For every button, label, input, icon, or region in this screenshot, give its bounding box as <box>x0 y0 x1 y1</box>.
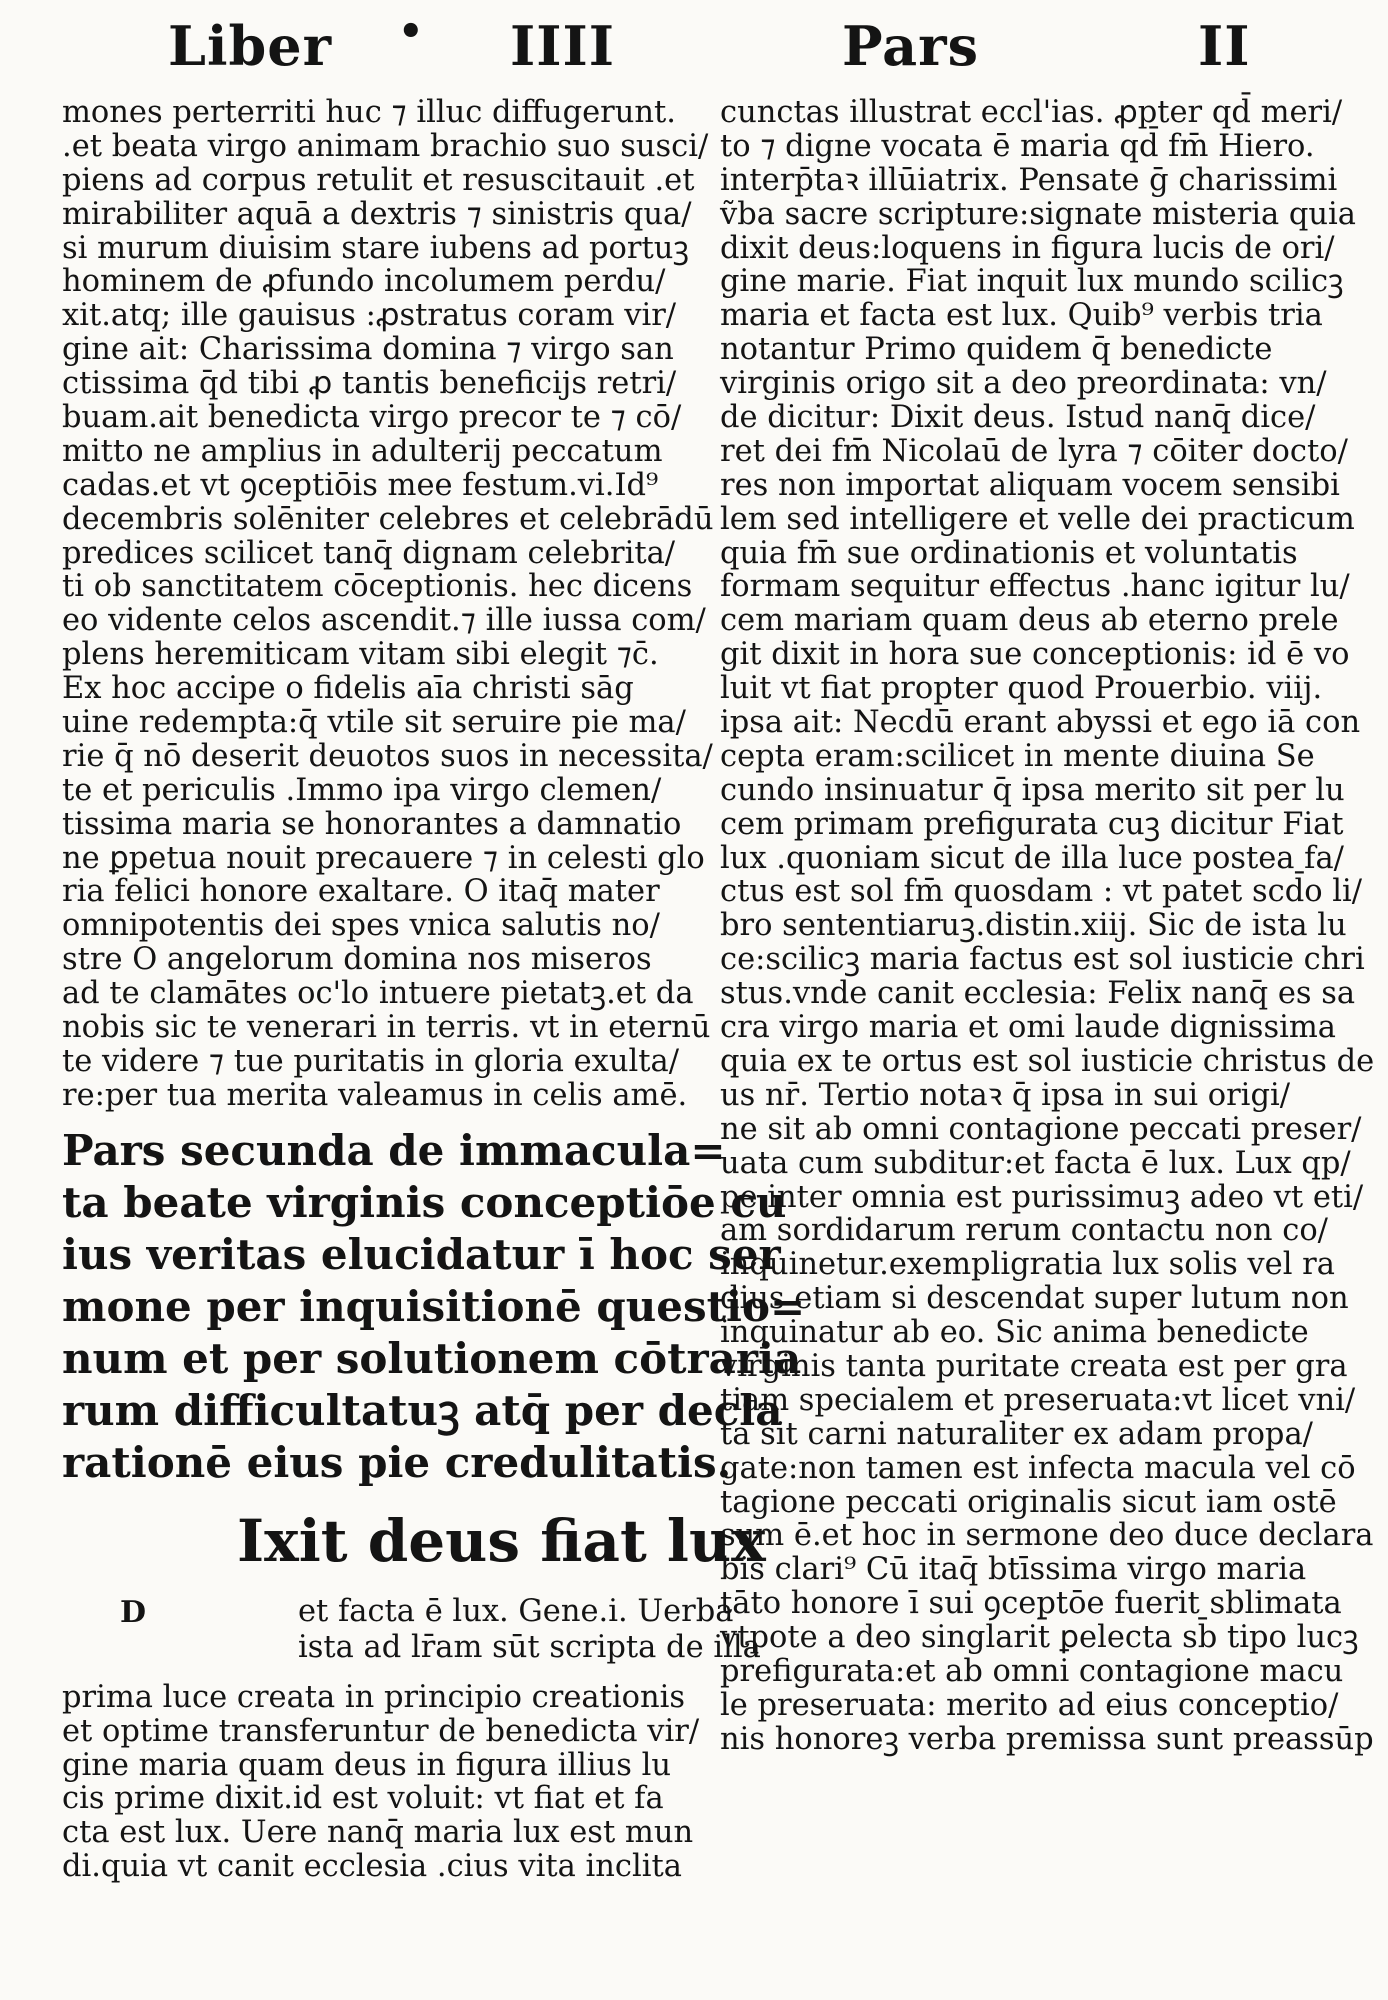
text-line: nobis sic te venerari in terris. vt in eternū <box>62 1010 711 1046</box>
text-line: lem sed intelligere et velle dei practicum <box>720 501 1355 537</box>
text-line: ta beate virginis conceptiōe cu <box>62 1177 787 1227</box>
text-line: mirabiliter aquā a dextris ⁊ sinistris qua/ <box>62 196 692 232</box>
incipit-title: Ixit deus fiat lux <box>237 1506 766 1575</box>
text-line: le preseruata: merito ad eius conceptio/ <box>720 1687 1339 1723</box>
text-line: quia fm̄ sue ordinationis et voluntatis <box>720 535 1298 571</box>
text-line: di.quia vt canit ecclesia .cius vita inclita <box>62 1849 682 1885</box>
text-line: nis honoreꝫ verba premissa sunt preassūp <box>720 1721 1374 1757</box>
text-line: stus.vnde canit ecclesia: Felix nanq̄ es sa <box>720 976 1356 1012</box>
text-line: de dicitur: Dixit deus. Istud nanq̄ dice/ <box>720 400 1316 436</box>
text-line: tiam specialem et preseruata:vt licet vni/ <box>720 1382 1356 1418</box>
initial-guide-letter: D <box>120 1594 147 1630</box>
text-line: ad te clamātes oc'lo intuere pietatꝫ.et da <box>62 976 694 1012</box>
text-line: te et periculis .Immo ipa virgo clemen/ <box>62 772 662 808</box>
text-line: gine maria quam deus in figura illius lu <box>62 1747 671 1783</box>
text-line: virginis tanta puritate creata est per gra <box>720 1348 1348 1384</box>
text-line: stre O angelorum domina nos miseros <box>62 942 652 978</box>
text-line: piens ad corpus retulit et resuscitauit .et <box>62 162 695 198</box>
text-line: us nr̄. Tertio notaꝛ q̄ ipsa in sui origi/ <box>720 1077 1290 1113</box>
right-column <box>720 95 1375 1757</box>
text-line: te videre ⁊ tue puritatis in gloria exulta/ <box>62 1043 679 1079</box>
text-line: .et beata virgo animam brachio suo susci/ <box>62 128 709 164</box>
text-line: cundo insinuatur q̄ ipsa merito sit per lu <box>720 772 1345 808</box>
text-line: interp̄taꝛ illūiatrix. Pensate ḡ charissimi <box>720 162 1338 198</box>
running-head-mark: • <box>398 8 425 55</box>
running-head-pars: Pars <box>842 14 979 78</box>
text-line: lux .quoniam sicut de illa luce postea fa/ <box>720 840 1344 876</box>
text-line: to ⁊ digne vocata ē maria qd̄ fm̄ Hiero. <box>720 128 1315 164</box>
text-line: plens heremiticam vitam sibi elegit ⁊c̄. <box>62 637 659 673</box>
text-line: ctissima q̄d tibi ꝓ tantis beneficijs retri/ <box>62 366 677 402</box>
text-line: uine redempta:q̄ vtile sit seruire pie ma/ <box>62 705 686 741</box>
text-line: pe inter omnia est purissimuꝫ adeo vt eti/ <box>720 1179 1364 1215</box>
text-line: re:per tua merita valeamus in celis amē. <box>62 1077 688 1113</box>
text-line: Pars secunda de immacula= <box>62 1125 726 1175</box>
text-line: dixit deus:loquens in figura lucis de ori/ <box>720 230 1335 266</box>
text-line: cra virgo maria et omi laude dignissima <box>720 1010 1336 1046</box>
text-line: cunctas illustrat eccl'ias. ꝓpter qd̄ meri/ <box>720 95 1343 130</box>
text-line: cepta eram:scilicet in mente diuina Se <box>720 738 1315 774</box>
incipit-line: et facta ē lux. Gene.i. Uerba <box>298 1593 734 1629</box>
text-line: git dixit in hora sue conceptionis: id ē vo <box>720 637 1350 673</box>
text-line: rum difficultatuꝫ atq̄ per decla <box>62 1385 783 1435</box>
left-column-tail-text <box>62 1679 700 1885</box>
text-line: buam.ait benedicta virgo precor te ⁊ cō/ <box>62 400 682 436</box>
text-line: ctus est sol fm̄ quosdam : vt patet scd̄o li/ <box>720 874 1363 910</box>
right-column-text <box>720 95 1375 1757</box>
text-line: am sordidarum rerum contactu non co/ <box>720 1213 1328 1249</box>
text-line: ce:scilicꝫ maria factus est sol iusticie chri <box>720 942 1365 978</box>
text-line: Ex hoc accipe o fidelis aīa christi sāg <box>62 671 634 707</box>
text-line: cem primam prefigurata cuꝫ dicitur Fiat <box>720 806 1344 842</box>
text-line: vtpote a deo singlarit̄ ꝑelecta sb̄ tipo lucꝫ <box>720 1620 1359 1656</box>
text-line: cta est lux. Uere nanq̄ maria lux est mun <box>62 1815 694 1851</box>
text-line: ria felici honore exaltare. O itaq̄ mater <box>62 874 660 910</box>
text-line: ipsa ait: Necdū erant abyssi et ego iā con <box>720 705 1361 741</box>
text-line: notantur Primo quidem q̄ benedicte <box>720 332 1273 368</box>
section-heading <box>62 1125 806 1489</box>
text-line: cis prime dixit.id est voluit: vt fiat et fa <box>62 1781 664 1817</box>
text-line: maria et facta est lux. Quib⁹ verbis tria <box>720 298 1323 334</box>
text-line: formam sequitur effectus .hanc igitur lu/ <box>720 569 1350 605</box>
text-line: gate:non tamen est infecta macula vel cō <box>720 1450 1356 1486</box>
incipit-line: ista ad lr̄am sūt scripta de illa <box>298 1629 761 1665</box>
text-line: tissima maria se honorantes a damnatio <box>62 806 682 842</box>
text-line: rie q̄ nō deserit deuotos suos in necessita/ <box>62 738 713 774</box>
text-line: mitto ne amplius in adulterij peccatum <box>62 433 663 469</box>
text-line: decembris solēniter celebres et celebrādū <box>62 501 714 537</box>
running-head-liber: Liber <box>168 14 333 78</box>
text-line: dius etiam si descendat super lutum non <box>720 1281 1349 1317</box>
text-line: eo vidente celos ascendit.⁊ ille iussa com/ <box>62 603 706 639</box>
running-head-book-number: IIII <box>510 14 616 78</box>
text-line: et optime transferuntur de benedicta vir/ <box>62 1713 700 1749</box>
text-line: gine ait: Charissima domina ⁊ virgo san <box>62 332 674 368</box>
text-line: predices scilicet tanq̄ dignam celebrita/ <box>62 535 676 571</box>
text-line: ius veritas elucidatur ī hoc ser <box>62 1229 781 1279</box>
left-column-text <box>62 95 714 1113</box>
text-line: cadas.et vt ꝯceptiōis mee festum.vi.Id⁹ <box>62 467 659 503</box>
text-line: bro sententiaruꝫ.distin.xiij. Sic de ista lu <box>720 908 1347 944</box>
text-line: si murum diuisim stare iubens ad portuꝫ <box>62 230 689 266</box>
text-line: gine marie. Fiat inquit lux mundo scilicꝫ <box>720 264 1344 300</box>
text-line: quia ex te ortus est sol iusticie christus de <box>720 1043 1375 1079</box>
running-head-part-number: II <box>1198 14 1251 78</box>
text-line: ne ꝑpetua nouit precauere ⁊ in celesti glo <box>62 840 705 876</box>
text-line: xit.atq; ille gauisus :ꝓstratus coram vir/ <box>62 298 677 334</box>
text-line: inquinatur ab eo. Sic anima benedicte <box>720 1315 1309 1351</box>
text-line: bis clari⁹ Cū itaq̄ btīssima virgo maria <box>720 1552 1307 1588</box>
text-line: mone per inquisitionē questio= <box>62 1281 806 1331</box>
text-line: ta sit carni naturaliter ex adam propa/ <box>720 1416 1313 1452</box>
text-line: virginis origo sit a deo preordinata: vn/ <box>720 366 1327 402</box>
text-line: tagione peccati originalis sicut iam ostē <box>720 1484 1337 1520</box>
text-line: uata cum subditur:et facta ē lux. Lux qp/ <box>720 1145 1351 1181</box>
text-line: ti ob sanctitatem cōceptionis. hec dicens <box>62 569 693 605</box>
text-line: num et per solutionem cōtraria <box>62 1333 802 1383</box>
text-line: luit vt fiat propter quod Prouerbio. viij. <box>720 671 1323 707</box>
text-line: omnipotentis dei spes vnica salutis no/ <box>62 908 660 944</box>
text-line: cem mariam quam deus ab eterno prele <box>720 603 1339 639</box>
text-line: inquinetur.exempligratia lux solis vel ra <box>720 1247 1335 1283</box>
text-line: res non importat aliquam vocem sensibi <box>720 467 1340 503</box>
text-line: hominem de ꝓfundo incolumem perdu/ <box>62 264 666 300</box>
text-line: ne sit ab omni contagione peccati preser/ <box>720 1111 1362 1147</box>
text-line: sum ē.et hoc in sermone deo duce declara <box>720 1518 1374 1554</box>
text-line: prefigurata:et ab omni contagione macu <box>720 1653 1344 1689</box>
text-line: ret dei fm̄ Nicolaū de lyra ⁊ cōiter docto/ <box>720 433 1348 469</box>
text-line: ṽba sacre scripture:signate misteria quia <box>720 196 1356 232</box>
text-line: tāto honore ī sui ꝯceptōe fuerit sblimata <box>720 1586 1342 1622</box>
text-line: mones perterriti huc ⁊ illuc diffugerunt. <box>62 95 676 130</box>
text-line: prima luce creata in principio creationis <box>62 1679 686 1715</box>
incipit-block <box>62 1506 766 1677</box>
text-line: rationē eius pie credulitatis. <box>62 1437 732 1487</box>
left-column <box>62 95 806 1885</box>
